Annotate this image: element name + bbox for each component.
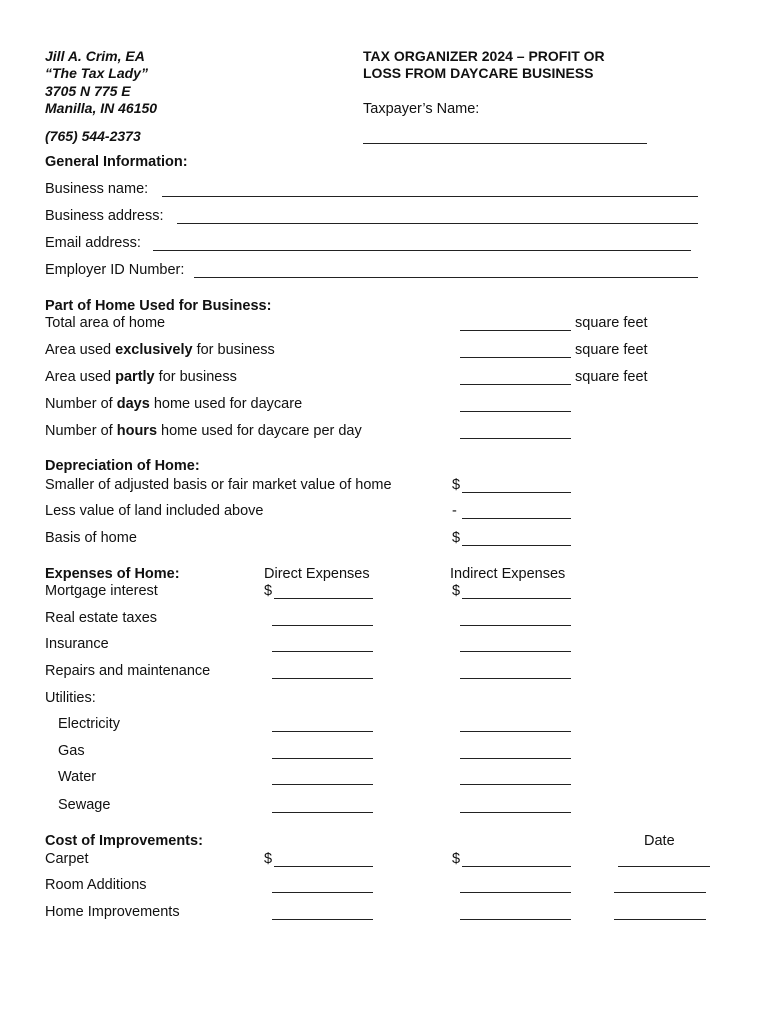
sewage-direct-field[interactable] [272,812,373,813]
land-value-label: Less value of land included above [45,503,264,519]
room-additions-label: Room Additions [45,877,147,893]
expenses-heading: Expenses of Home: [45,566,180,582]
improvements-heading: Cost of Improvements: [45,833,203,849]
preparer-name: Jill A. Crim, EA [45,48,145,64]
water-direct-field[interactable] [272,784,373,785]
preparer-street: 3705 N 775 E [45,83,131,99]
dollar-sign: $ [264,583,273,599]
gas-label: Gas [58,743,85,759]
preparer-phone: (765) 544-2373 [45,128,141,144]
carpet-label: Carpet [45,851,89,867]
home-improvements-label: Home Improvements [45,904,180,920]
smaller-basis-field[interactable] [462,492,571,493]
business-address-label: Business address: [45,208,164,224]
hours-used-label: Number of hours home used for daycare per day [45,423,362,439]
indirect-expenses-header: Indirect Expenses [450,566,566,582]
taxes-indirect-field[interactable] [460,625,571,626]
basis-label: Basis of home [45,530,137,546]
insurance-direct-field[interactable] [272,651,373,652]
taxpayer-name-field[interactable] [363,143,647,144]
carpet-date-field[interactable] [618,866,710,867]
days-used-field[interactable] [460,411,571,412]
dollar-sign: $ [452,851,461,867]
business-address-field[interactable] [177,223,698,224]
partly-area-field[interactable] [460,384,571,385]
home-improvements-indirect-field[interactable] [460,919,571,920]
insurance-label: Insurance [45,636,109,652]
form-title-line2: LOSS FROM DAYCARE BUSINESS [363,65,594,81]
gas-indirect-field[interactable] [460,758,571,759]
room-additions-date-field[interactable] [614,892,706,893]
smaller-basis-label: Smaller of adjusted basis or fair market value of home [45,477,392,493]
basis-field[interactable] [462,545,571,546]
insurance-indirect-field[interactable] [460,651,571,652]
total-area-unit: square feet [575,315,648,331]
utilities-label: Utilities: [45,690,96,706]
home-use-heading: Part of Home Used for Business: [45,298,272,314]
dollar-sign: $ [452,583,461,599]
email-label: Email address: [45,235,141,251]
electricity-direct-field[interactable] [272,731,373,732]
sewage-label: Sewage [58,797,111,813]
business-name-field[interactable] [162,196,698,197]
general-info-heading: General Information: [45,154,188,170]
preparer-nickname: “The Tax Lady” [45,65,148,81]
repairs-indirect-field[interactable] [460,678,571,679]
electricity-label: Electricity [58,716,121,732]
mortgage-direct-field[interactable] [274,598,373,599]
water-indirect-field[interactable] [460,784,571,785]
business-name-label: Business name: [45,181,149,197]
repairs-direct-field[interactable] [272,678,373,679]
preparer-city: Manilla, IN 46150 [45,100,158,116]
total-area-field[interactable] [460,330,571,331]
mortgage-indirect-field[interactable] [462,598,571,599]
date-header: Date [644,833,675,849]
electricity-indirect-field[interactable] [460,731,571,732]
form-title-line1: TAX ORGANIZER 2024 – PROFIT OR [363,48,605,64]
hours-used-field[interactable] [460,438,571,439]
room-additions-direct-field[interactable] [272,892,373,893]
carpet-indirect-field[interactable] [462,866,571,867]
real-estate-taxes-label: Real estate taxes [45,610,158,626]
ein-field[interactable] [194,277,698,278]
ein-label: Employer ID Number: [45,262,185,278]
dollar-sign: $ [452,530,461,546]
exclusive-area-label: Area used exclusively for business [45,342,275,358]
home-improvements-date-field[interactable] [614,919,706,920]
repairs-label: Repairs and maintenance [45,663,211,679]
land-value-field[interactable] [462,518,571,519]
dollar-sign: $ [264,851,273,867]
taxpayer-name-label: Taxpayer’s Name: [363,101,480,117]
taxes-direct-field[interactable] [272,625,373,626]
partly-area-label: Area used partly for business [45,369,237,385]
email-field[interactable] [153,250,691,251]
partly-area-unit: square feet [575,369,648,385]
exclusive-area-unit: square feet [575,342,648,358]
gas-direct-field[interactable] [272,758,373,759]
exclusive-area-field[interactable] [460,357,571,358]
mortgage-label: Mortgage interest [45,583,158,599]
sewage-indirect-field[interactable] [460,812,571,813]
direct-expenses-header: Direct Expenses [264,566,370,582]
home-improvements-direct-field[interactable] [272,919,373,920]
depreciation-heading: Depreciation of Home: [45,458,200,474]
water-label: Water [58,769,97,785]
minus-sign: - [452,503,457,519]
carpet-direct-field[interactable] [274,866,373,867]
days-used-label: Number of days home used for daycare [45,396,303,412]
dollar-sign: $ [452,477,461,493]
room-additions-indirect-field[interactable] [460,892,571,893]
total-area-label: Total area of home [45,315,166,331]
